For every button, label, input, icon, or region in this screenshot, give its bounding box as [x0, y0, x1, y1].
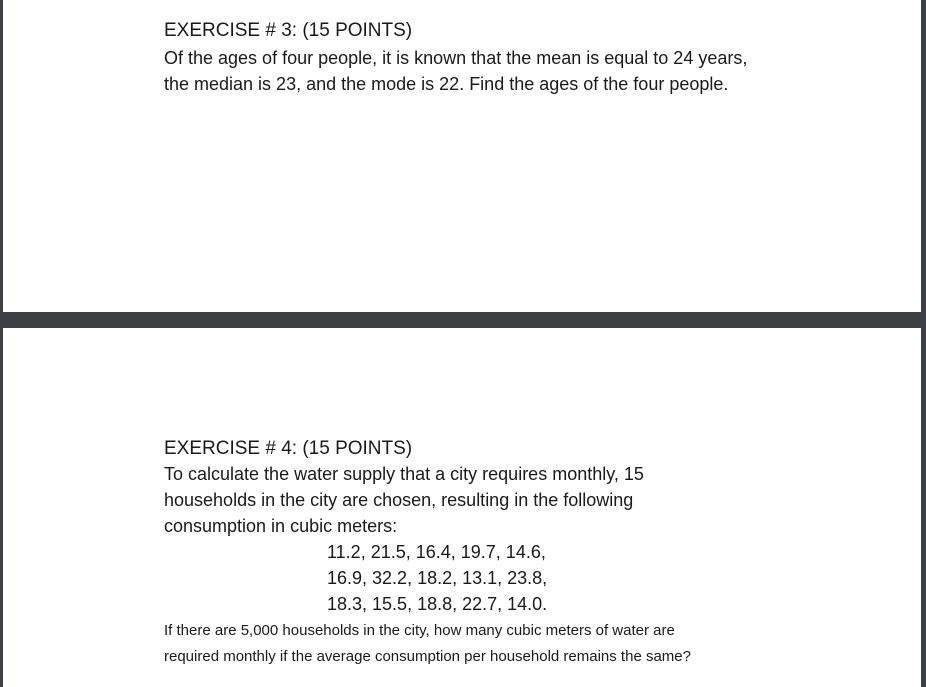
exercise-3-line: the median is 23, and the mode is 22. Find the ages of the four people. [164, 74, 729, 94]
exercise-3-title: EXERCISE # 3: (15 POINTS) [164, 20, 413, 41]
consumption-data-line: 11.2, 21.5, 16.4, 19.7, 14.6, [327, 542, 546, 562]
consumption-data-line: 18.3, 15.5, 18.8, 22.7, 14.0. [327, 594, 548, 614]
exercise-4-question [164, 618, 691, 670]
exercise-4-question-line: If there are 5,000 households in the city, how many cubic meters of water are [164, 622, 675, 639]
exercise-4-line: To calculate the water supply that a city requires monthly, 15 [164, 464, 644, 484]
exercise-3-text [164, 45, 747, 97]
consumption-data [327, 539, 547, 617]
exercise-4-line: households in the city are chosen, resulting in the following [164, 490, 634, 510]
exercise-4-title: EXERCISE # 4: (15 POINTS) [164, 438, 413, 459]
exercise-4-question-line: required monthly if the average consumption per household remains the same? [164, 648, 691, 665]
consumption-data-line: 16.9, 32.2, 18.2, 13.1, 23.8, [327, 568, 548, 588]
exercise-3-line: Of the ages of four people, it is known that the mean is equal to 24 years, [164, 48, 748, 68]
document-page-2 [3, 328, 921, 687]
exercise-4-text [164, 461, 644, 539]
document-page-1 [3, 0, 921, 312]
exercise-4-line: consumption in cubic meters: [164, 516, 398, 536]
